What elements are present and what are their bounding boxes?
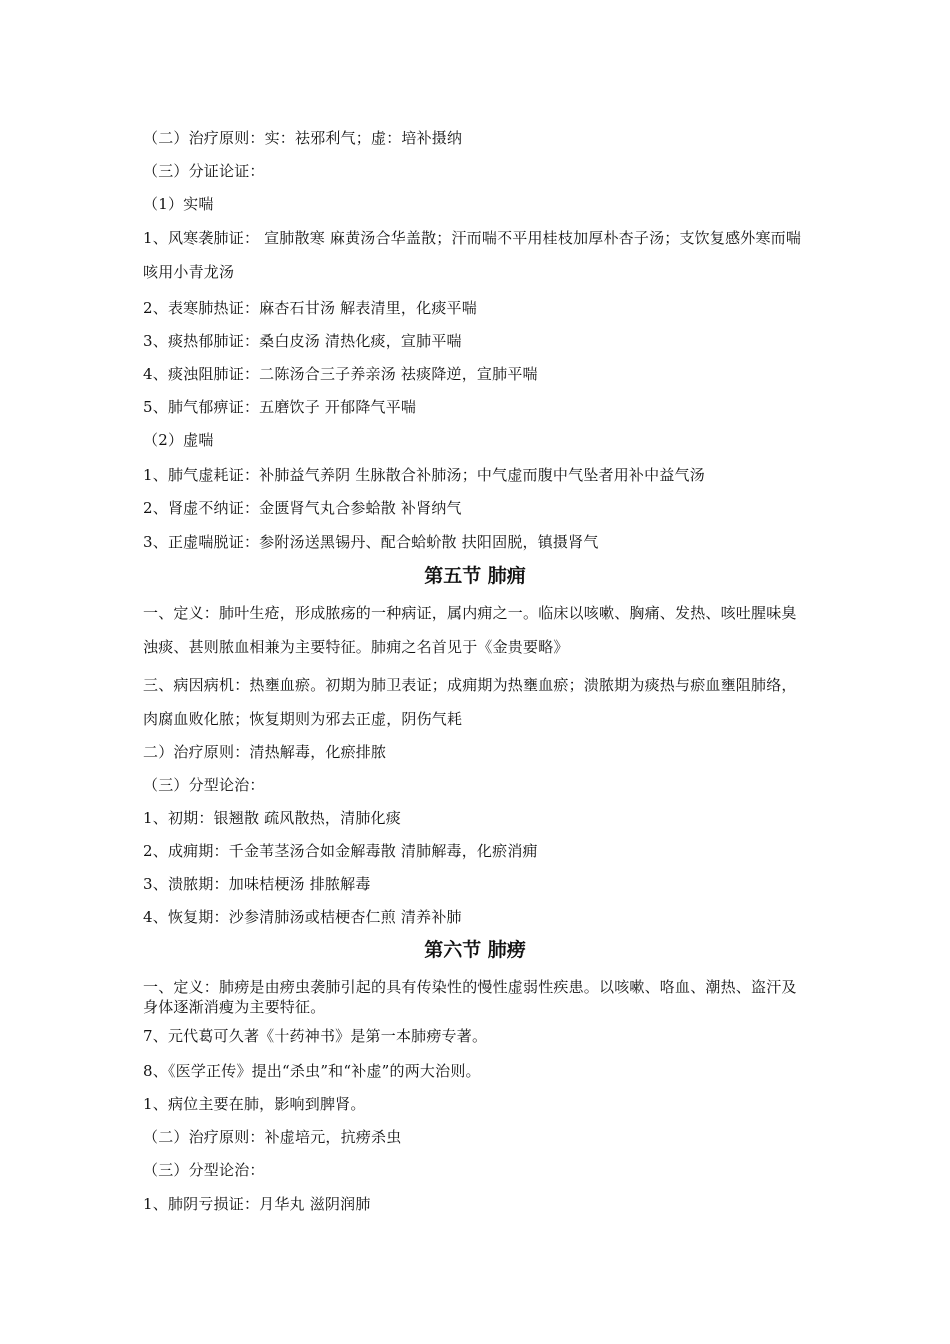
- text-line: 8、《医学正传》提出“杀虫”和“补虚”的两大治则。: [143, 1062, 481, 1080]
- text-line: （2）虚喘: [143, 431, 214, 449]
- text-line: 2、成痈期：千金苇茎汤合如金解毒散 清肺解毒，化瘀消痈: [143, 842, 538, 860]
- text-line: 3、痰热郁肺证：桑白皮汤 清热化痰，宣肺平喘: [143, 332, 462, 350]
- text-line: 一、定义：肺叶生疮，形成脓疡的一种病证，属内痈之一。临床以咳嗽、胸痛、发热、咳吐腥味臭浊痰、甚则脓血相兼为主要特征。肺痈之名首见于《金贵要略》: [143, 604, 797, 656]
- text-line: 2、肾虚不纳证：金匮肾气丸合参蛤散 补肾纳气: [143, 499, 462, 517]
- text-line: 4、痰浊阻肺证：二陈汤合三子养亲汤 祛痰降逆，宣肺平喘: [143, 365, 538, 383]
- text-line: 1、肺气虚耗证：补肺益气养阴 生脉散合补肺汤；中气虚而腹中气坠者用补中益气汤: [143, 466, 705, 484]
- text-line: 7、元代葛可久著《十药神书》是第一本肺痨专著。: [143, 1027, 488, 1045]
- text-line: 二）治疗原则：清热解毒，化瘀排脓: [143, 743, 387, 761]
- section-heading: 第五节 肺痈: [424, 565, 526, 587]
- text-line: 三、病因病机：热壅血瘀。初期为肺卫表证；成痈期为热壅血瘀；溃脓期为痰热与瘀血壅阻肺络，肉腐血败化脓；恢复期则为邪去正虚，阴伤气耗: [143, 676, 797, 728]
- text-line: （二）治疗原则：补虚培元，抗痨杀虫: [143, 1128, 402, 1146]
- text-line: 一、定义：肺痨是由痨虫袭肺引起的具有传染性的慢性虚弱性疾患。以咳嗽、咯血、潮热、盗汗及身体逐渐消瘦为主要特征。: [143, 978, 797, 1016]
- text-line: 3、正虚喘脱证：参附汤送黑锡丹、配合蛤蚧散 扶阳固脱，镇摄肾气: [143, 533, 599, 551]
- text-line: （三）分型论治：: [143, 776, 265, 794]
- text-line: 1、初期：银翘散 疏风散热，清肺化痰: [143, 809, 401, 827]
- text-line: 4、恢复期：沙参清肺汤或桔梗杏仁煎 清养补肺: [143, 908, 462, 926]
- text-line: 1、肺阴亏损证：月华丸 滋阴润肺: [143, 1195, 371, 1213]
- section-heading: 第六节 肺痨: [424, 939, 526, 961]
- text-line: 2、表寒肺热证：麻杏石甘汤 解表清里，化痰平喘: [143, 299, 477, 317]
- text-line: （二）治疗原则：实：祛邪利气；虚：培补摄纳: [143, 129, 463, 147]
- text-line: 1、病位主要在肺，影响到脾肾。: [143, 1095, 366, 1113]
- text-line: （三）分证论证：: [143, 162, 265, 180]
- text-line: 3、溃脓期：加味桔梗汤 排脓解毒: [143, 875, 371, 893]
- text-line: （1）实喘: [143, 195, 214, 213]
- text-line: 1、风寒袭肺证： 宣肺散寒 麻黄汤合华盖散；汗而喘不平用桂枝加厚朴杏子汤；支饮复感外寒而喘咳用小青龙汤: [143, 229, 802, 281]
- text-line: 5、肺气郁痹证：五磨饮子 开郁降气平喘: [143, 398, 417, 416]
- text-line: （三）分型论治：: [143, 1161, 265, 1179]
